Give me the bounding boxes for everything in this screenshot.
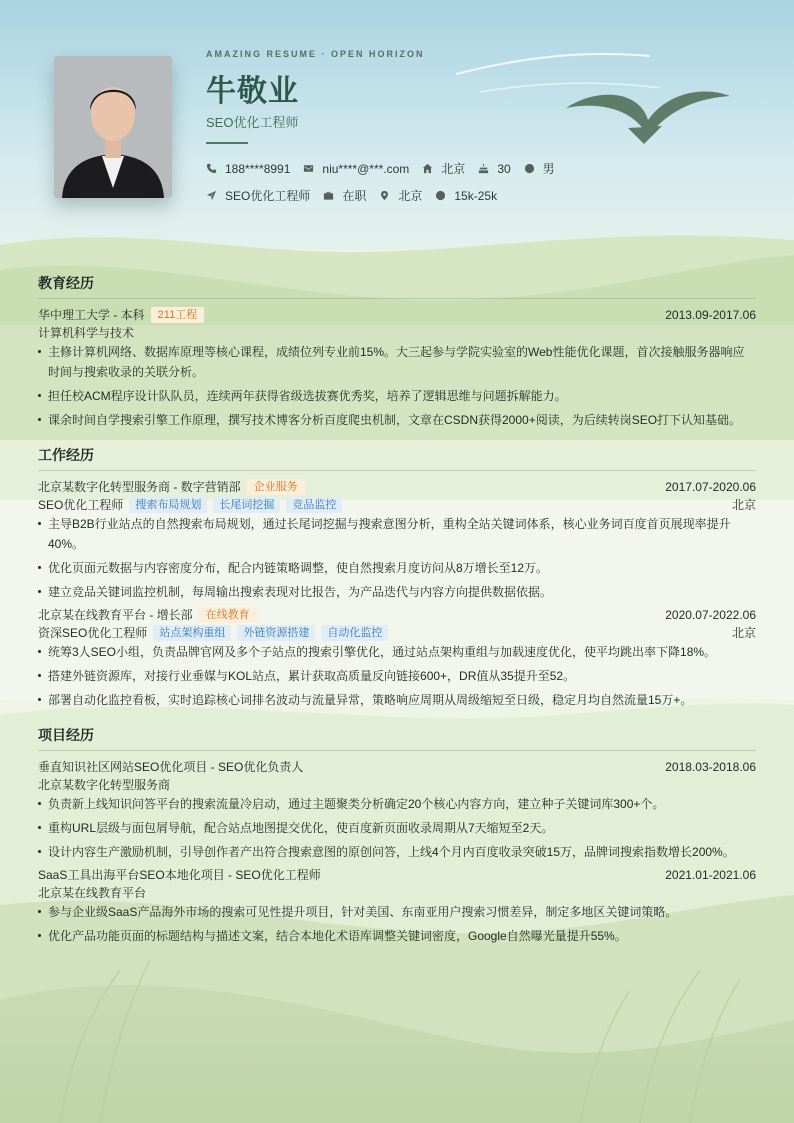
work-bullets [38,514,756,602]
project-org-row [38,884,756,902]
phone-number: 188****8991 [225,161,291,176]
email-info [303,162,409,176]
skill-tag: 自动化监控 [321,625,388,641]
projects-section [38,725,756,950]
industry-tag: 在线教育 [199,607,257,623]
projects-title: 项目经历 [38,725,756,751]
employment-status: 在职 [342,189,367,203]
company-name: 北京某在线教育平台 - 增长部 [38,608,193,622]
project-entry-header [38,866,756,884]
project-org: 北京某在线教育平台 [38,886,147,900]
briefcase-icon [323,190,334,201]
work-role-row [38,496,756,514]
candidate-name: 牛敬业 [206,75,299,108]
money-icon [435,190,446,201]
work-bullets [38,642,756,710]
project-name: SaaS工具出海平台SEO本地化项目 - SEO优化工程师 [38,868,321,882]
residence-city: 北京 [441,162,466,176]
work-date: 2017.07-2020.06 [665,480,756,494]
work-city: 北京 [731,626,756,640]
location-pin-icon [379,190,390,201]
project-org: 北京某数字化转型服务商 [38,778,171,792]
project-entry-header [38,758,756,776]
target-city-info [379,187,422,204]
work-role-row [38,624,756,642]
work-entry-header [38,478,756,496]
skill-tag: 搜索布局规划 [129,497,207,513]
list-item: 担任校ACM程序设计队队员，连续两年获得省级选拔赛优秀奖，培养了逻辑思维与问题拆解能力。 [38,386,756,406]
residence-info [422,160,465,177]
list-item: 主导B2B行业站点的自然搜索布局规划，通过长尾词挖掘与搜索意图分析，重构全站关键词体系，核心业务词百度首页展现率提升40%。 [38,514,756,554]
role-name: SEO优化工程师 [38,498,124,512]
list-item: 优化产品功能页面的标题结构与描述文案，结合本地化术语库调整关键词密度，Google自然曝光量提升55%。 [38,926,756,946]
send-icon [206,190,217,201]
list-item: 统筹3人SEO小组，负责品牌官网及多个子站点的搜索引擎优化，通过站点架构重组与加载速度优化，使平均跳出率下降18%。 [38,642,756,662]
email-address: niu****@***.com [322,161,410,176]
tagline: AMAZING RESUME · OPEN HORIZON [206,49,425,59]
list-item: 重构URL层级与面包屑导航，配合站点地图提交优化，使百度新页面收录周期从7天缩短至2天。 [38,818,756,838]
list-item: 建立竞品关键词监控机制，每周输出搜索表现对比报告，为产品迭代与内容方向提供数据依据。 [38,582,756,602]
list-item: 搭建外链资源库，对接行业垂媒与KOL站点，累计获取高质量反向链接600+，DR值从35提升至52。 [38,666,756,686]
employment-status-info [323,187,366,204]
education-major-row [38,324,756,342]
list-item: 设计内容生产激励机制，引导创作者产出符合搜索意图的原创问答，上线4个月内百度收录突破15万，品牌词搜索指数增长200%。 [38,842,756,862]
project-date: 2018.03-2018.06 [665,760,756,774]
skill-tag: 站点架构重组 [153,625,231,641]
education-date: 2013.09-2017.06 [665,308,756,322]
target-city: 北京 [398,189,423,203]
school-name: 华中理工大学 - 本科 [38,308,145,322]
role-name: 资深SEO优化工程师 [38,626,148,640]
age-value: 30 [497,161,511,176]
industry-tag: 企业服务 [247,479,305,495]
list-item: 课余时间自学搜索引擎工作原理，撰写技术博客分析百度爬虫机制，文章在CSDN获得2000+阅读，为后续转岗SEO打下认知基础。 [38,410,756,430]
major: 计算机科学与技术 [38,326,135,340]
target-position-info [206,187,310,204]
gender-info [524,160,555,177]
work-date: 2020.07-2022.06 [665,608,756,622]
home-icon [422,163,433,174]
project-org-row [38,776,756,794]
phone-info [206,162,290,176]
gender-icon [524,163,535,174]
education-title: 教育经历 [38,273,756,299]
school-tag: 211工程 [151,307,205,323]
mail-icon [303,163,314,174]
project-name: 垂直知识社区网站SEO优化项目 - SEO优化负责人 [38,760,304,774]
contact-row-2 [206,187,510,204]
contact-row-1 [206,160,568,177]
work-title: 工作经历 [38,445,756,471]
project-bullets [38,902,756,946]
expected-salary: 15k-25k [454,188,498,203]
education-bullets [38,342,756,430]
target-position: SEO优化工程师 [225,189,311,203]
skill-tag: 竞品监控 [286,497,342,513]
cake-icon [478,163,489,174]
skill-tag: 外链资源搭建 [237,625,315,641]
education-section [38,273,756,434]
list-item: 主修计算机网络、数据库原理等核心课程，成绩位列专业前15%。大三起参与学院实验室的Web性能优化课题，首次接触服务器响应时间与搜索收录的关联分析。 [38,342,756,382]
job-title: SEO优化工程师 [206,115,299,130]
skill-tag: 长尾词挖掘 [213,497,280,513]
person-portrait-icon [54,56,172,198]
age-info [478,162,510,176]
project-bullets [38,794,756,862]
gender-value: 男 [542,162,555,176]
list-item: 负责新上线知识问答平台的搜索流量冷启动，通过主题聚类分析确定20个核心内容方向，建立种子关键词库300+个。 [38,794,756,814]
profile-photo [54,56,172,198]
project-date: 2021.01-2021.06 [665,868,756,882]
salary-info [435,189,497,203]
phone-icon [206,163,217,174]
list-item: 部署自动化监控看板，实时追踪核心词排名波动与流量异常，策略响应周期从周级缩短至日级，稳定月均自然流量15万+。 [38,690,756,710]
education-entry-header [38,306,756,324]
company-name: 北京某数字化转型服务商 - 数字营销部 [38,480,241,494]
list-item: 优化页面元数据与内容密度分布，配合内链策略调整，使自然搜索月度访问从8万增长至12万。 [38,558,756,578]
title-divider [206,142,248,144]
work-entry-header [38,606,756,624]
list-item: 参与企业级SaaS产品海外市场的搜索可见性提升项目，针对美国、东南亚用户搜索习惯差异，制定多地区关键词策略。 [38,902,756,922]
work-city: 北京 [731,498,756,512]
work-section [38,445,756,714]
